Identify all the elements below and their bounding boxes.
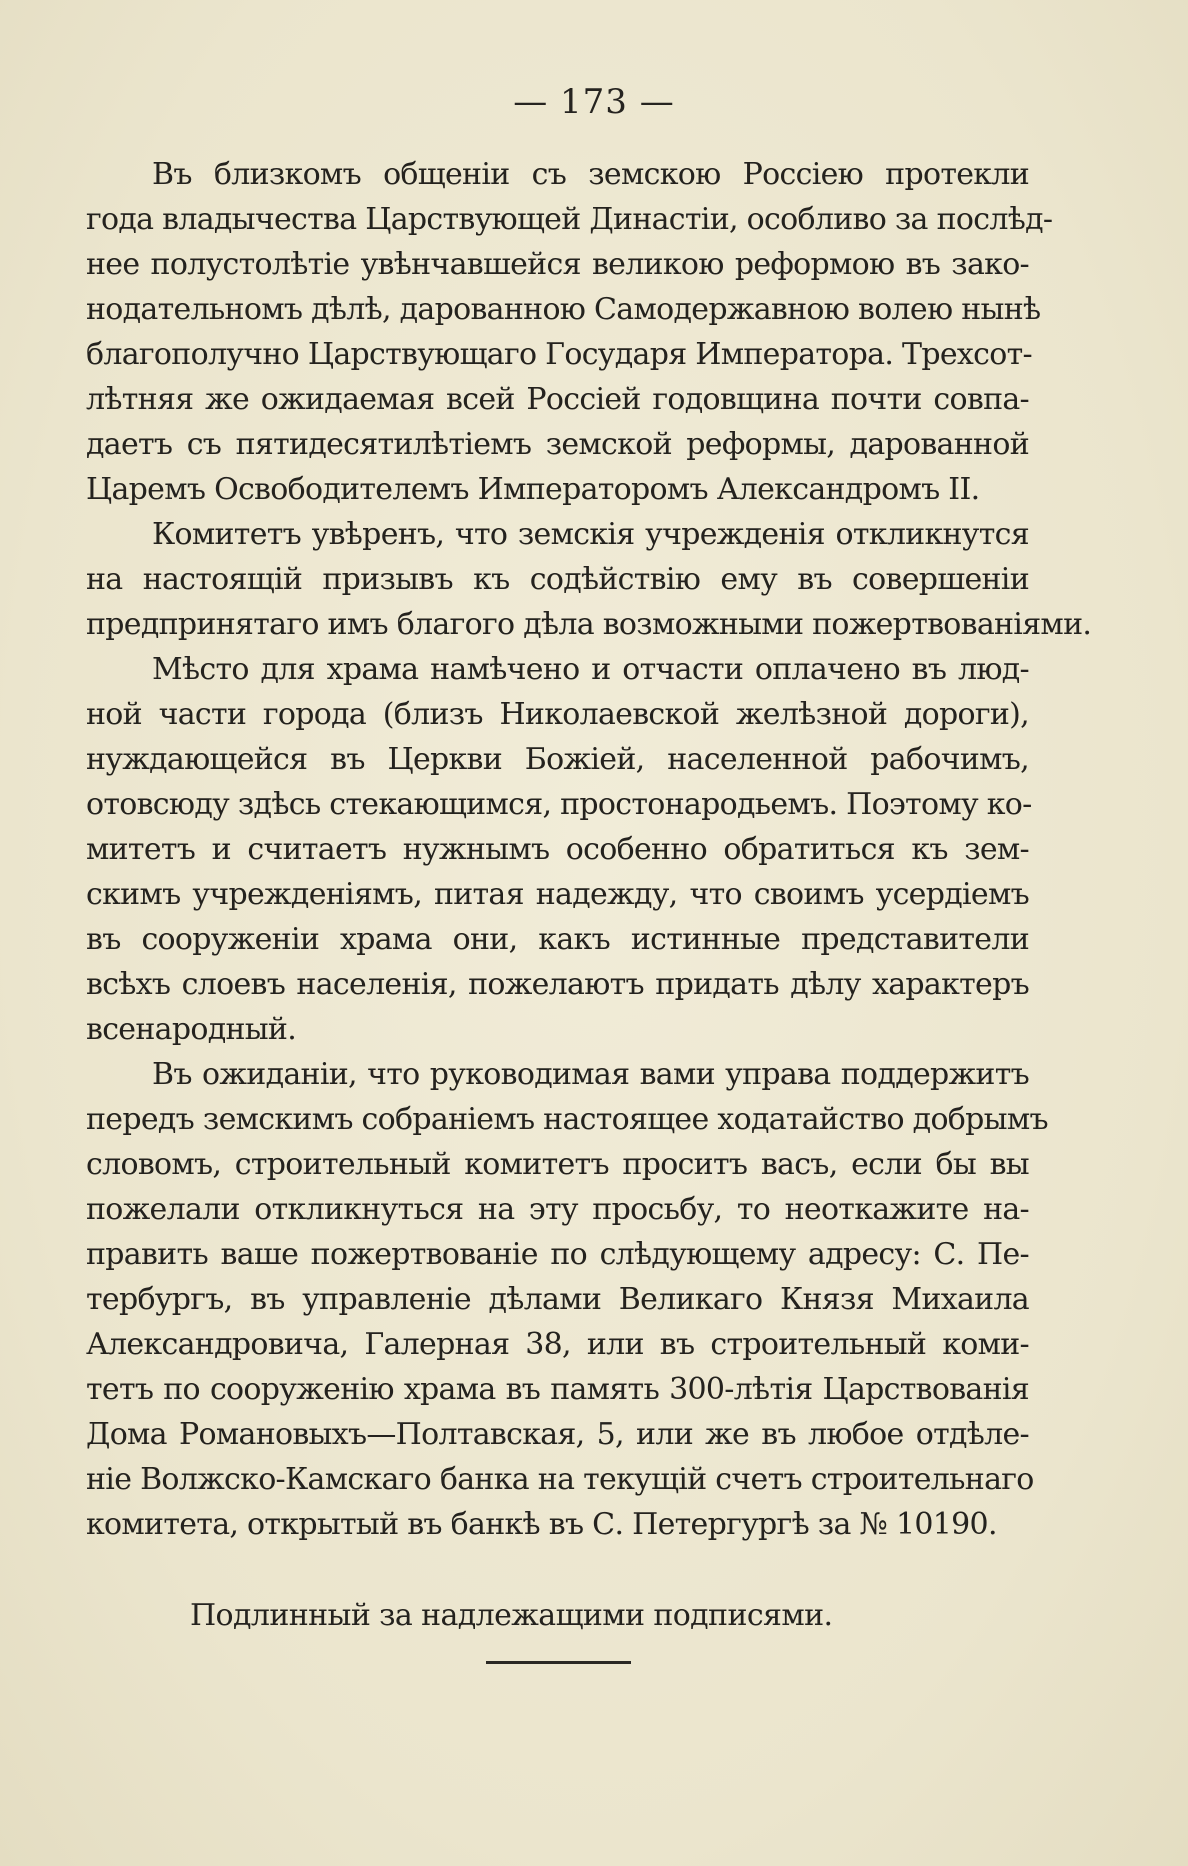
text-line: года владычества Царствующей Династіи, особливо за послѣд- — [86, 202, 1053, 237]
body-text — [86, 152, 1092, 1547]
text-line: ной части города (близъ Николаевской желѣзной дороги), — [86, 697, 1029, 732]
text-line: Въ ожиданіи, что руководимая вами управа поддержитъ — [152, 1057, 1029, 1092]
text-line: нуждающейся въ Церкви Божіей, населенной рабочимъ, — [86, 742, 1029, 777]
text-line: въ сооруженіи храма они, какъ истинные представители — [86, 922, 1029, 957]
text-line: предпринятаго имъ благого дѣла возможными пожертвованіями. — [86, 607, 1092, 642]
text-line: скимъ учрежденіямъ, питая надежду, что своимъ усердіемъ — [86, 877, 1029, 912]
closing-rule — [486, 1661, 631, 1664]
text-line: отовсюду здѣсь стекающимся, простонародьемъ. Поэтому ко- — [86, 787, 1032, 822]
text-line: Мѣсто для храма намѣчено и отчасти оплачено въ люд- — [152, 652, 1029, 687]
text-line: на настоящій призывъ къ содѣйствію ему въ совершеніи — [86, 562, 1029, 597]
text-line: Царемъ Освободителемъ Императоромъ Александромъ II. — [86, 472, 980, 507]
text-line: комитета, открытый въ банкѣ въ С. Петергургѣ за № 10190. — [86, 1507, 997, 1542]
paragraph — [86, 647, 1032, 1052]
paragraph — [86, 512, 1092, 647]
text-line: нодательномъ дѣлѣ, дарованною Самодержавною волею нынѣ — [86, 292, 1041, 327]
text-line: Комитетъ увѣренъ, что земскія учрежденія откликнутся — [152, 517, 1029, 552]
text-line: всѣхъ слоевъ населенія, пожелаютъ придать дѣлу характеръ — [86, 967, 1029, 1002]
text-line: словомъ, строительный комитетъ проситъ васъ, если бы вы — [86, 1147, 1029, 1182]
paragraph — [86, 1052, 1048, 1547]
text-line: Въ близкомъ общеніи съ земскою Россіею протекли — [152, 157, 1029, 192]
text-line: пожелали откликнуться на эту просьбу, то неоткажите на- — [86, 1192, 1029, 1227]
text-line: лѣтняя же ожидаемая всей Россіей годовщина почти совпа- — [86, 382, 1029, 417]
page-number: — 173 — — [513, 82, 675, 122]
text-line: благополучно Царствующаго Государя Императора. Трехсот- — [86, 337, 1032, 372]
text-line: Дома Романовыхъ—Полтавская, 5, или же въ любое отдѣле- — [86, 1417, 1029, 1452]
signature-note: Подлинный за надлежащими подписями. — [190, 1598, 833, 1633]
text-line: митетъ и считаетъ нужнымъ особенно обратиться къ зем- — [86, 832, 1029, 867]
text-line: тетъ по сооруженію храма въ память 300-лѣтія Царствованія — [86, 1372, 1029, 1407]
text-line: ніе Волжско-Камскаго банка на текущій счетъ строительнаго — [86, 1462, 1034, 1497]
text-line: Александровича, Галерная 38, или въ строительный коми- — [86, 1327, 1029, 1362]
text-line: нее полустолѣтіе увѣнчавшейся великою реформою въ зако- — [86, 247, 1029, 282]
text-line: передъ земскимъ собраніемъ настоящее ходатайство добрымъ — [86, 1102, 1048, 1137]
text-line: тербургъ, въ управленіе дѣлами Великаго Князя Михаила — [86, 1282, 1029, 1317]
text-line: даетъ съ пятидесятилѣтіемъ земской реформы, дарованной — [86, 427, 1029, 462]
text-line: всенародный. — [86, 1012, 297, 1047]
paragraph — [86, 152, 1053, 512]
text-line: править ваше пожертвованіе по слѣдующему адресу: С. Пе- — [86, 1237, 1029, 1272]
